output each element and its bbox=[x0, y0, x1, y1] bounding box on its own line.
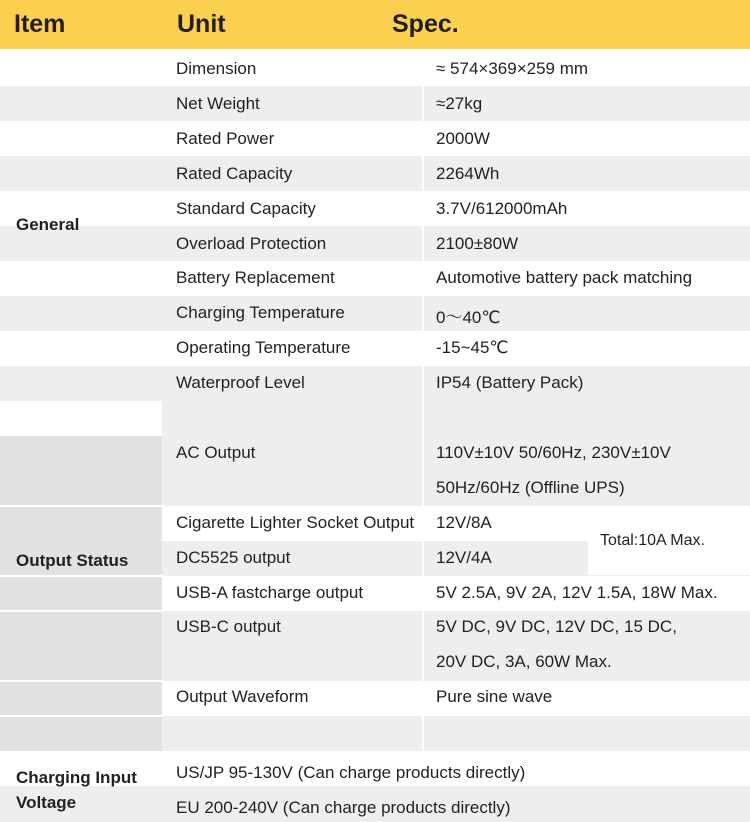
row-band bbox=[162, 401, 750, 436]
unit-cell: Rated Power bbox=[176, 129, 275, 148]
total-note: Total:10A Max. bbox=[588, 507, 750, 575]
unit-cell: AC Output bbox=[176, 443, 256, 462]
unit-cell: Overload Protection bbox=[176, 234, 327, 253]
section-general: General bbox=[16, 215, 80, 234]
table-header bbox=[0, 0, 750, 49]
charging-row: EU 200-240V (Can charge products directly) bbox=[176, 798, 511, 817]
spec-cell: 20V DC, 3A, 60W Max. bbox=[436, 652, 612, 671]
unit-cell: Operating Temperature bbox=[176, 338, 351, 357]
spec-cell: Pure sine wave bbox=[436, 687, 553, 706]
section-charging-input-voltage: Voltage bbox=[16, 793, 77, 812]
row-band bbox=[0, 366, 750, 401]
unit-cell: DC5525 output bbox=[176, 548, 291, 567]
header-spec: Spec. bbox=[392, 10, 459, 38]
spec-cell: 5V DC, 9V DC, 12V DC, 15 DC, bbox=[436, 617, 677, 636]
spec-cell: 2264Wh bbox=[436, 164, 500, 183]
spec-cell: 3.7V/612000mAh bbox=[436, 199, 568, 218]
row-band bbox=[0, 156, 750, 191]
unit-cell: Dimension bbox=[176, 59, 257, 78]
row-band bbox=[0, 226, 750, 261]
unit-cell: Battery Replacement bbox=[176, 268, 335, 287]
unit-cell: Charging Temperature bbox=[176, 303, 345, 322]
spec-cell: 12V/4A bbox=[436, 548, 492, 567]
spec-cell: 2000W bbox=[436, 129, 490, 148]
separator bbox=[0, 610, 162, 612]
unit-cell: USB-A fastcharge output bbox=[176, 583, 364, 602]
header-item: Item bbox=[14, 10, 66, 38]
separator bbox=[0, 575, 162, 577]
unit-cell: Cigarette Lighter Socket Output bbox=[176, 513, 415, 532]
unit-cell: USB-C output bbox=[176, 617, 281, 636]
separator bbox=[0, 715, 162, 717]
row-band bbox=[0, 86, 750, 121]
section-output-status: Output Status bbox=[16, 551, 129, 570]
unit-cell: Waterproof Level bbox=[176, 373, 305, 392]
section-charging-input: Charging Input bbox=[16, 768, 137, 787]
unit-cell: Output Waveform bbox=[176, 687, 309, 706]
separator bbox=[0, 680, 162, 682]
header-unit: Unit bbox=[177, 10, 226, 38]
unit-cell: Rated Capacity bbox=[176, 164, 293, 183]
spec-cell: Automotive battery pack matching bbox=[436, 268, 693, 287]
spec-cell: 0～40℃ bbox=[436, 308, 501, 327]
unit-cell: Net Weight bbox=[176, 94, 260, 113]
separator bbox=[0, 505, 162, 507]
section-label-band bbox=[0, 436, 162, 751]
charging-row: US/JP 95-130V (Can charge products directly) bbox=[176, 763, 526, 782]
spec-cell: 50Hz/60Hz (Offline UPS) bbox=[436, 478, 625, 497]
row-band bbox=[162, 716, 750, 751]
spec-cell: 12V/8A bbox=[436, 513, 492, 532]
unit-cell: Standard Capacity bbox=[176, 199, 316, 218]
spec-cell: ≈ 574×369×259 mm bbox=[436, 59, 589, 78]
spec-cell: IP54 (Battery Pack) bbox=[436, 373, 584, 392]
spec-cell: ≈27kg bbox=[436, 94, 483, 113]
column-divider bbox=[422, 49, 424, 751]
spec-cell: 2100±80W bbox=[436, 234, 519, 253]
spec-cell: -15~45℃ bbox=[436, 338, 509, 357]
spec-cell: 5V 2.5A, 9V 2A, 12V 1.5A, 18W Max. bbox=[436, 583, 718, 602]
row-band bbox=[0, 296, 750, 331]
spec-cell: 110V±10V 50/60Hz, 230V±10V bbox=[436, 443, 671, 462]
